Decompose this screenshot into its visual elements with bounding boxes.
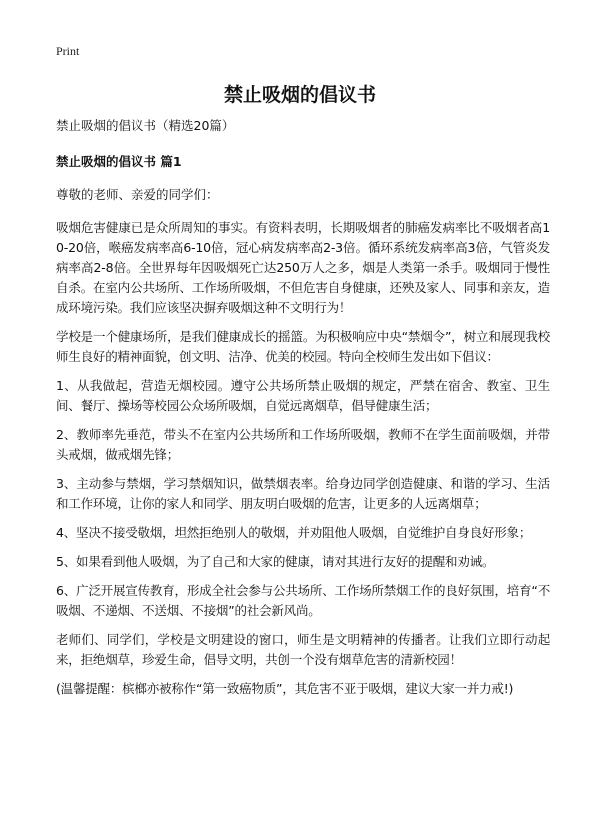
proposal-item-4: 4、坚决不接受敬烟，坦然拒绝别人的敬烟，并劝阻他人吸烟，自觉维护自身良好形象；: [56, 525, 532, 540]
paragraph-closing: 老师们、同学们，学校是文明建设的窗口，师生是文明精神的传播者。让我们立即行动起来，拒绝烟草，珍爱生命，倡导文明，共创一个没有烟草危害的清新校园！: [56, 632, 550, 667]
proposal-item-6: 6、广泛开展宣传教育，形成全社会参与公共场所、工作场所禁烟工作的良好氛围，培育“不吸烟、不递烟、不送烟、不接烟”的社会新风尚。: [56, 583, 550, 618]
section-heading: 禁止吸烟的倡议书 篇1: [56, 154, 182, 169]
document-body: [56, 116, 550, 708]
proposal-item-1: 1、从我做起，营造无烟校园。遵守公共场所禁止吸烟的规定，严禁在宿舍、教室、卫生间、餐厅、操场等校园公众场所吸烟，自觉远离烟草，倡导健康生活；: [56, 378, 550, 413]
paragraph-reminder: (温馨提醒：槟榔亦被称作“第一致癌物质”，其危害不亚于吸烟，建议大家一并力戒!): [56, 681, 514, 696]
paragraph-intro: 吸烟危害健康已是众所周知的事实。有资料表明，长期吸烟者的肺癌发病率比不吸烟者高10-20倍，喉癌发病率高6-10倍，冠心病发病率高2-3倍。循环系统发病率高3倍，气管炎发病率高2-8倍。全世界每年因吸烟死亡达250万人之多，烟是人类第一杀手。吸烟同于慢性自杀。在室内公共场所、工作场所吸烟，不但危害自身健康，还殃及家人、同事和亲友，造成环境污染。我们应该坚决摒弃吸烟这种不文明行为！: [56, 220, 550, 315]
greeting: 尊敬的老师、亲爱的同学们：: [56, 187, 219, 202]
proposal-item-3: 3、主动参与禁烟，学习禁烟知识，做禁烟表率。给身边同学创造健康、和谐的学习、生活和工作环境，让你的家人和同学、朋友明白吸烟的危害，让更多的人远离烟草；: [56, 476, 550, 511]
proposal-item-2: 2、教师率先垂范，带头不在室内公共场所和工作场所吸烟，教师不在学生面前吸烟，并带头戒烟，做戒烟先锋；: [56, 427, 550, 462]
document-subtitle: 禁止吸烟的倡议书（精选20篇）: [56, 118, 235, 133]
proposal-item-5: 5、如果看到他人吸烟，为了自己和大家的健康，请对其进行友好的提醒和劝诫。: [56, 554, 495, 569]
paragraph-school: 学校是一个健康场所，是我们健康成长的摇篮。为积极响应中央“禁烟令”，树立和展现我校师生良好的精神面貌，创文明、洁净、优美的校园。特向全校师生发出如下倡议：: [56, 329, 550, 364]
print-link[interactable]: Print: [56, 44, 80, 58]
document-title: 禁止吸烟的倡议书: [223, 84, 376, 106]
